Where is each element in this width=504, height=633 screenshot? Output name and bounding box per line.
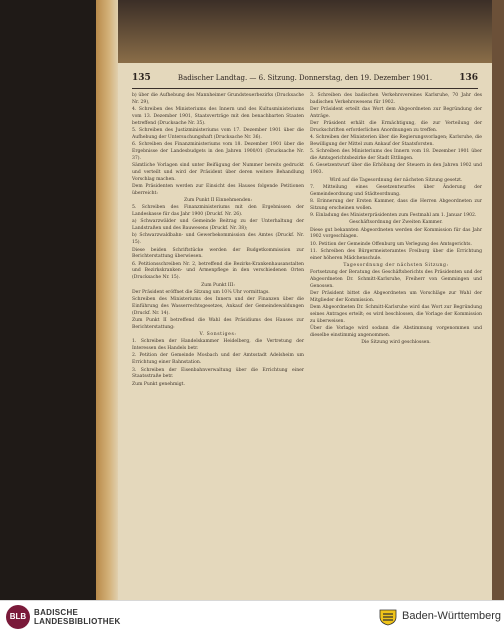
book-right-edge [492,0,504,600]
paragraph: Geschäftsordnung der Zweiten Kammer. [349,220,443,226]
paragraph: 1. Schreiben der Handelskammer Heidelberg, die Vertretung der Interessen des Handels betr. [132,339,304,352]
book-binding-edge [96,0,118,600]
viewer-footer [0,600,504,633]
paragraph: Zum Punkt genehmigt. [132,381,185,387]
section-heading: V. Sonstiges: [199,332,237,338]
book-top-edge [96,0,504,63]
paragraph: b) Schwarzwaldbahn- und Gewerbekommission des Amtes (Druckf. Nr. 15). [132,233,304,246]
paragraph: Über die Vorlage wird sodann die Abstimmung vorgenommen und dieselbe einstimmig angenommen. [310,326,482,339]
paragraph: 7. Mitteilung eines Gesetzentwurfes über Änderung der Gemeindeordnung und Städteordnung. [310,184,482,197]
paragraph: Diese beiden Schriftstücke werden der Budgetkommission zur Berichterstattung überwiesen. [132,247,304,260]
paragraph: Der Präsident eröffnet die Sitzung um 10¼ Uhr vormittags. [132,289,270,295]
left-column [132,93,304,389]
page-number-right: 136 [459,73,478,83]
paragraph: Zum Punkt III: [201,282,235,288]
paragraph: Wird auf die Tagesordnung der nächsten Sitzung gesetzt. [329,177,463,183]
baden-wuerttemberg-crest-icon [378,608,398,626]
paragraph: 11. Schreiben des Bürgermeisteramtes Freiburg über die Errichtung einer höheren Mädchenschule. [310,249,482,261]
paragraph: Schreiben des Ministeriums des Innern und der Finanzen über die Einführung des Wasserrechtsgesetzes, Ankauf der Gemeindewaldungen (Druckf. Nr. 14). [132,297,304,316]
paragraph: Der Präsident erhält die Ermächtigung, die zur Verteilung der Druckschriften erforderlichen Anordnungen zu treffen. [310,121,482,133]
paragraph: 3. Schreiben des badischen Verkehrsvereines Karlsruhe, 70 Jahr des badischen Verkehrswesens für 1902. [310,93,482,105]
paragraph: Sämtliche Vorlagen sind unter Beifügung der Nummer bereits gedruckt und verteilt und wird der Präsident über deren weitere Behandlung Vorschlag machen. [132,162,304,182]
page-number-left: 135 [132,73,151,83]
paragraph: Die Sitzung wird geschlossen. [361,340,431,346]
paragraph: 4. Schreiben der Ministerien über die Regierungsvorlagen; Karlsruhe, die Bewilligung der Mittel zum Ankauf der Staatsforsten. [310,135,482,148]
section-heading: Tagesordnung der nächsten Sitzung: [343,263,449,269]
paragraph: 4. Schreiben des Ministeriums des Innern und des Kultusministeriums vom 13. Dezember 1901, Staatsverträge mit den benachbarten Staaten betreffend (Drucksache Nr. 35). [132,107,304,126]
paragraph: 9. Einladung des Ministerpräsidenten zum Festmahl am 1. Januar 1902. [310,213,477,219]
paragraph: Der Präsident erteilt das Wort dem Abgeordneten zur Begründung der Anträge. [310,107,482,119]
paragraph: Der Präsident bittet die Abgeordneten um Vorschläge zur Wahl der Mitglieder der Kommission. [310,291,482,304]
paragraph: 5. Schreiben des Ministeriums des Innern vom 18. Dezember 1901 über die Amtsgerichtsbezirke der Stadt Ettlingen. [310,149,482,162]
blb-line2: LANDESBIBLIOTHEK [34,617,121,626]
paragraph: 10. Petition der Gemeinde Offenburg um Verlegung des Amtsgerichts. [310,241,472,247]
paragraph: 3. Schreiben der Eisenbahnverwaltung über die Errichtung einer Staatsstraße betr. [132,367,304,380]
paragraph: Zum Punkt II betreffend die Wahl des Präsidiums des Hauses zur Berichterstattung: [132,318,304,330]
paragraph: 6. Gesetzentwurf über die Erhöhung der Steuern in den Jahren 1902 und 1903. [310,163,482,176]
paragraph: 2. Petition der Gemeinde Mosbach und der Amtsstadt Adelsheim um Errichtung einer Bahnstation. [132,353,304,366]
paragraph: 6. Schreiben des Finanzministeriums vom 18. Dezember 1901 über die Ergebnisse der Landesbudgets in den Jahren 1900/01 (Drucksache Nr. 37). [132,142,304,161]
header-rule [132,88,478,89]
paragraph: 5. Schreiben des Finanzministeriums mit den Ergebnissen der Landeskasse für das Jahr 1900 (Druckf. Nr. 26). [132,205,304,218]
paragraph: Fortsetzung der Beratung des Geschäftsberichts des Präsidenten und der Abgeordneten Dr. Schmitt-Karlsruhe, Freiherr von Gemmingen und Genossen. [310,270,482,290]
book-page [118,63,492,600]
paragraph: Dem Abgeordneten Dr. Schmitt-Karlsruhe wird das Wort zur Begründung seines Antrages erteilt; es wird beschlossen, die Vorlage der Kommission zu überweisen. [310,305,482,324]
paragraph: 8. Erinnerung der Ersten Kammer, dass die Herren Abgeordneten zur Sitzung erscheinen wollen. [310,198,482,211]
paragraph: a) Schwarzwälder und Gemeinde Beitrag zu der Unterhaltung der Landstraßen und des Bauwesens (Druckf. Nr. 38); [132,219,304,232]
paragraph: Diese gut bekannten Abgeordneten werden der Kommission für das Jahr 1902 vorgeschlagen. [310,227,482,240]
paragraph: 5. Schreiben des Justizministeriums vom 17. Dezember 1901 über die Aufhebung der Untersuchungshaft (Drucksache Nr. 36). [132,127,304,140]
blb-wordmark[interactable] [34,608,121,626]
blb-logo-icon[interactable]: BLB [6,605,30,629]
right-column [310,93,482,348]
paragraph: 6. Petitionsschreiben Nr. 2, betreffend die Bezirks-Krankenhausanstalten und Bezirkskranken- und Armenpflege in den verschiedenen Orten (Drucksache Nr. 15). [132,261,304,281]
paragraph: Zum Punkt II Einnehmenden: [183,197,253,203]
running-header [132,73,478,87]
running-title: Badischer Landtag. — 6. Sitzung. Donnerstag, den 19. Dezember 1901. [177,74,433,82]
baden-wuerttemberg-label[interactable]: Baden-Württemberg [402,610,502,622]
paragraph: b) über die Aufhebung des Mannheimer Grundsteuerbezirks (Drucksache Nr. 29), [132,93,304,105]
blb-line1: BADISCHE [34,608,79,617]
paragraph: Dem Präsidenten werden zur Einsicht des Hauses folgende Petitionen überreicht: [132,183,304,196]
